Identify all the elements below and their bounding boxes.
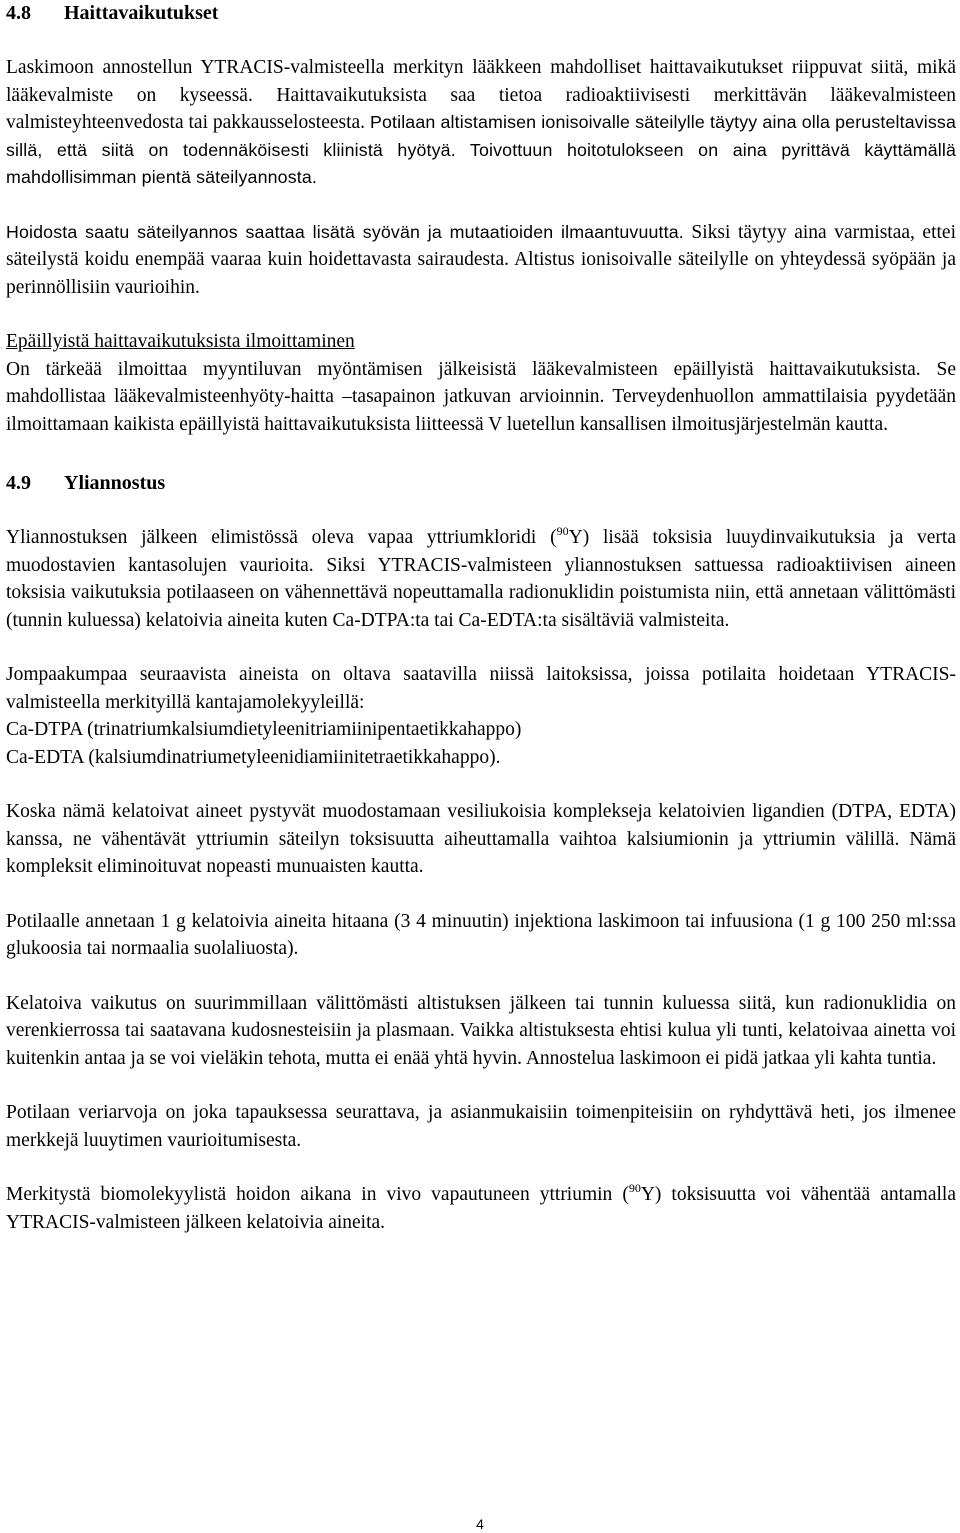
paragraph-text: Merkitystä biomolekyylistä hoidon aikana in vivo vapautuneen yttriumin ( <box>6 1184 629 1205</box>
paragraph-text: Siksi täytyy aina varmistaa, ettei säteilystä koidu enempää vaaraa kuin hoidettavasta sairaudesta. Altistus ionisoivalle säteilylle on yhteydessä syöpään ja perinnöllisiin vaurioihin. <box>6 221 956 298</box>
isotope-superscript: 90 <box>628 1181 641 1195</box>
paragraph-chelating-agents <box>6 661 956 771</box>
reporting-heading: Epäillyistä haittavaikutuksista ilmoittaminen <box>6 331 355 352</box>
paragraph-blood-values: Potilaan veriarvoja on joka tapauksessa seurattava, ja asianmukaisiin toimenpiteisiin on ryhdyttävä heti, jos ilmenee merkkejä luuytimen vaurioitumisesta. <box>6 1102 956 1151</box>
section-heading-4-8 <box>6 0 956 27</box>
paragraph-dosage: Potilaalle annetaan 1 g kelatoivia aineita hitaana (3 4 minuutin) injektiona laskimoon tai infuusiona (1 g 100 250 ml:ssa glukoosia tai normaalia suolaliuosta). <box>6 910 956 959</box>
paragraph-in-vivo <box>6 1181 956 1236</box>
paragraph-adverse-effects <box>6 54 956 192</box>
section-heading-4-9 <box>6 470 956 497</box>
paragraph-text: Y) lisää toksisia luuydinvaikutuksia ja verta muodostavien kantasolujen vaurioita. Siksi YTRACIS-valmisteen yliannostuksen sattuessa radioaktiivisen aineen toksisia vaikutuksia potilaaseen on vähennettävä nopeuttamalla radionuklidin poistumista niin, että annetaan välittömästi (tunnin kuluessa) kelatoivia aineita kuten Ca-DTPA:ta tai Ca-EDTA:ta sisältäviä valmisteita. <box>6 527 956 631</box>
section-title: Yliannostus <box>64 472 166 494</box>
paragraph-complexes: Koska nämä kelatoivat aineet pystyvät muodostamaan vesiliukoisia komplekseja kelatoivien ligandien (DTPA, EDTA) kanssa, ne vähentävät yttriumin säteilyn toksisuutta aiheuttamalla vaihtoa kalsiumionin ja yttriumin välillä. Nämä kompleksit eliminoituvat nopeasti munuaisten kautta. <box>6 801 956 877</box>
page-number: 4 <box>476 1516 484 1532</box>
list-item-ca-edta: Ca-EDTA (kalsiumdinatriumetyleenidiamiinitetraetikkahappo). <box>6 746 501 768</box>
section-title: Haittavaikutukset <box>64 2 219 24</box>
list-item-ca-dtpa: Ca-DTPA (trinatriumkalsiumdietyleenitriamiinipentaetikkahappo) <box>6 719 522 740</box>
paragraph-text-sans: Potilaan altistamisen ionisoivalle säteilylle täytyy aina olla perusteltavissa sillä, että siitä on todennäköisesti kliinistä hyötyä. Toivottuun hoitotulokseen on aina pyrittävä käyttämällä mahdollisimman pientä säteilyannosta. <box>6 112 956 187</box>
paragraph-chelation-effect: Kelatoiva vaikutus on suurimmillaan välittömästi altistuksen jälkeen tai tunnin kuluessa siitä, kun radionuklidia on verenkierrossa tai saatavana kudosnesteisiin ja plasmaan. Vaikka altistuksesta ehtisi kulua yli tunti, kelatoivaa ainetta voi kuitenkin antaa ja se voi vieläkin tehota, mutta ei enää yhtä hyvin. Annostelua laskimoon ei pidä jatkaa yli kahta tuntia. <box>6 992 956 1069</box>
reporting-paragraph: On tärkeää ilmoittaa myyntiluvan myöntämisen jälkeisistä lääkevalmisteen epäillyistä haittavaikutuksista. Se mahdollistaa lääkevalmisteenhyöty-haitta –tasapainon jatkuvan arvioinnin. Terveydenhuollon ammattilaisia pyydetään ilmoittamaan kaikista epäillyistä haittavaikutuksista liitteessä V luetellun kansallisen ilmoitusjärjestelmän kautta. <box>6 358 956 435</box>
paragraph-text: Yliannostuksen jälkeen elimistössä oleva vapaa yttriumkloridi ( <box>6 527 557 548</box>
paragraph-text-sans: Hoidosta saatu säteilyannos saattaa lisätä syövän ja mutaatioiden ilmaantuvuutta. <box>6 221 684 242</box>
paragraph-text: Y) toksisuutta voi vähentää antamalla YTRACIS-valmisteen jälkeen kelatoivia aineita. <box>6 1184 956 1233</box>
section-number: 4.9 <box>6 472 31 494</box>
section-number: 4.8 <box>6 2 31 24</box>
paragraph-overdose <box>6 524 956 634</box>
paragraph-text: Laskimoon annostellun YTRACIS-valmisteella merkityn lääkkeen mahdolliset haittavaikutukset riippuvat siitä, mikä lääkevalmiste on kyseessä. Haittavaikutuksista saa tietoa radioaktiivisesti merkittävän lääkevalmisteen valmisteyhteenvedosta tai pakkausselosteesta. <box>6 57 956 133</box>
paragraph-text: Jompaakumpaa seuraavista aineista on oltava saatavilla niissä laitoksissa, joissa potilaita hoidetaan YTRACIS-valmisteella merkityillä kantajamolekyyleillä: <box>6 664 956 713</box>
paragraph-radiation-dose <box>6 219 956 302</box>
document-page <box>6 0 956 1236</box>
isotope-superscript: 90 <box>556 524 569 538</box>
